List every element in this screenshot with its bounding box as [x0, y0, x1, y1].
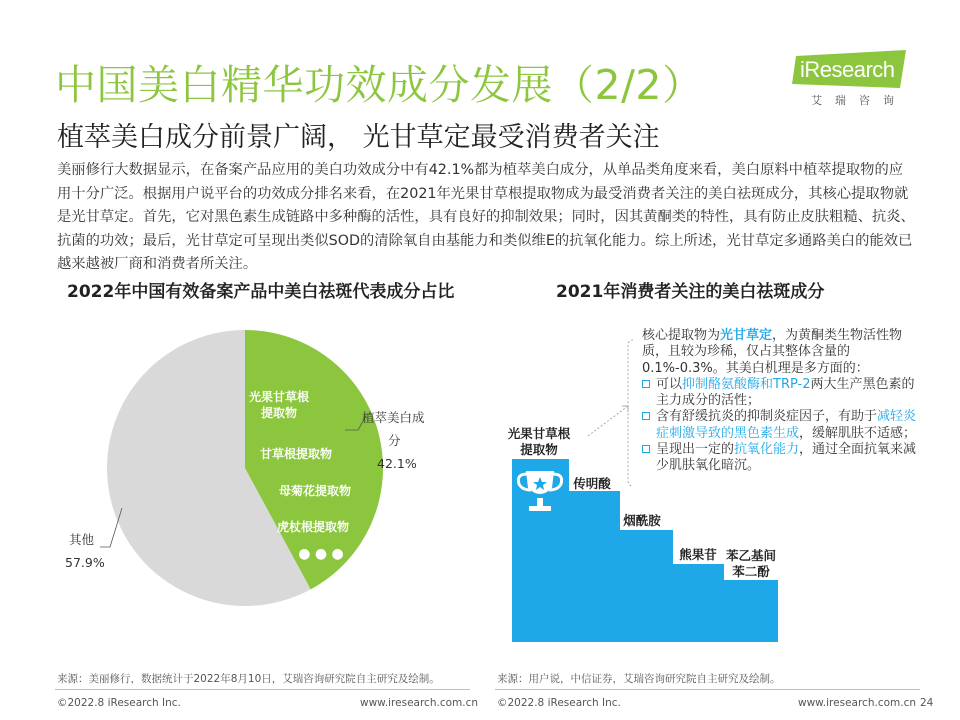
- pie-inner-label-1a: 光果甘草根: [248, 390, 310, 404]
- step-label-1b: 提取物: [520, 442, 558, 457]
- callout-bullet-1: 可以抑制酪氨酸酶和TRP-2两大生产黑色素的主力成分的活性；: [642, 377, 917, 410]
- logo-subtext: 艾瑞咨询: [811, 94, 907, 107]
- slice-label-green-b: 分: [388, 433, 401, 448]
- slice-label-other: 其他: [69, 532, 95, 547]
- slice-value-other: 57.9%: [65, 555, 105, 570]
- callout-intro: 核心提取物为光甘草定，为黄酮类生物活性物质，且较为珍稀，仅占其整体含量的0.1%-0.3%。其美白机理是多方面的：: [642, 328, 903, 376]
- step-label-1a: 光果甘草根: [507, 426, 571, 441]
- step-label-2: 传明酸: [573, 476, 611, 491]
- callout-bracket: [628, 340, 633, 486]
- pie-inner-label-1b: 提取物: [260, 406, 298, 420]
- slice-label-green-a: 植萃美白成: [362, 410, 425, 425]
- step-label-5b: 苯二酚: [732, 564, 770, 579]
- left-chart-title: 2022年中国有效备案产品中美白祛斑代表成分占比: [67, 282, 455, 302]
- bullet-square-icon: [642, 412, 650, 420]
- pie-inner-label-3: 母菊花提取物: [278, 484, 352, 498]
- footer-url-right[interactable]: www.iresearch.com.cn: [798, 697, 917, 709]
- pie-inner-label-4: 虎杖根提取物: [276, 520, 350, 534]
- callout-text: [642, 328, 917, 475]
- footer-copyright-left: ©2022.8 iResearch Inc.: [57, 697, 181, 709]
- body-paragraph: 美丽修行大数据显示，在备案产品应用的美白功效成分中有42.1%都为植萃美白成分，从单品类角度来看，美白原料中植萃提取物的应用十分广泛。根据用户说平台的功效成分排名来看，在2021年光果甘草根提取物成为最受消费者关注的美白祛斑成分，其核心提取物就是光甘草定。首先，它对黑色素生成链路中多种酶的活性，具有良好的抑制效果；同时，因其黄酮类的特性，具有防止皮肤粗糙、抗炎、抗菌的功效；最后，光甘草定可呈现出类似SOD的清除氧自由基能力和类似维E的抗氧化能力。综上所述，光甘草定多通路美白的能效已越来越被厂商和消费者所关注。: [57, 162, 915, 272]
- footer-divider-left: [55, 689, 470, 690]
- slice-value-green: 42.1%: [377, 456, 417, 471]
- page-subtitle: 植萃美白成分前景广阔， 光甘草定最受消费者关注: [57, 122, 660, 153]
- page-title: 中国美白精华功效成分发展（2/2）: [55, 61, 704, 109]
- pie-chart: [40, 330, 460, 630]
- logo-text: iResearch: [800, 57, 895, 82]
- page-number: 24: [920, 697, 934, 709]
- callout-pointer: [588, 406, 628, 436]
- callout-bullet-2: 含有舒缓抗炎的抑制炎症因子，有助于减轻炎症刺激导致的黑色素生成，缓解肌肤不适感；: [642, 409, 917, 442]
- footer-url-left[interactable]: www.iresearch.com.cn: [360, 697, 479, 709]
- step-label-5a: 苯乙基间: [725, 548, 777, 563]
- bullet-square-icon: [642, 380, 650, 388]
- source-left: 来源：美丽修行，数据统计于2022年8月10日，艾瑞咨询研究院自主研究及绘制。: [57, 673, 440, 685]
- footer-copyright-right: ©2022.8 iResearch Inc.: [497, 697, 621, 709]
- callout-bullet-3: 呈现出一定的抗氧化能力，通过全面抗氧来减少肌肤氧化暗沉。: [642, 442, 917, 475]
- step-label-3: 烟酰胺: [623, 513, 661, 528]
- footer-divider-right: [495, 689, 920, 690]
- step-label-4: 熊果苷: [679, 547, 717, 562]
- source-right: 来源：用户说，中信证券，艾瑞咨询研究院自主研究及绘制。: [497, 673, 781, 685]
- pie-inner-more: ● ● ●: [298, 546, 344, 562]
- bullet-square-icon: [642, 445, 650, 453]
- right-chart-title: 2021年消费者关注的美白祛斑成分: [556, 282, 825, 302]
- pie-inner-label-2: 甘草根提取物: [259, 447, 333, 461]
